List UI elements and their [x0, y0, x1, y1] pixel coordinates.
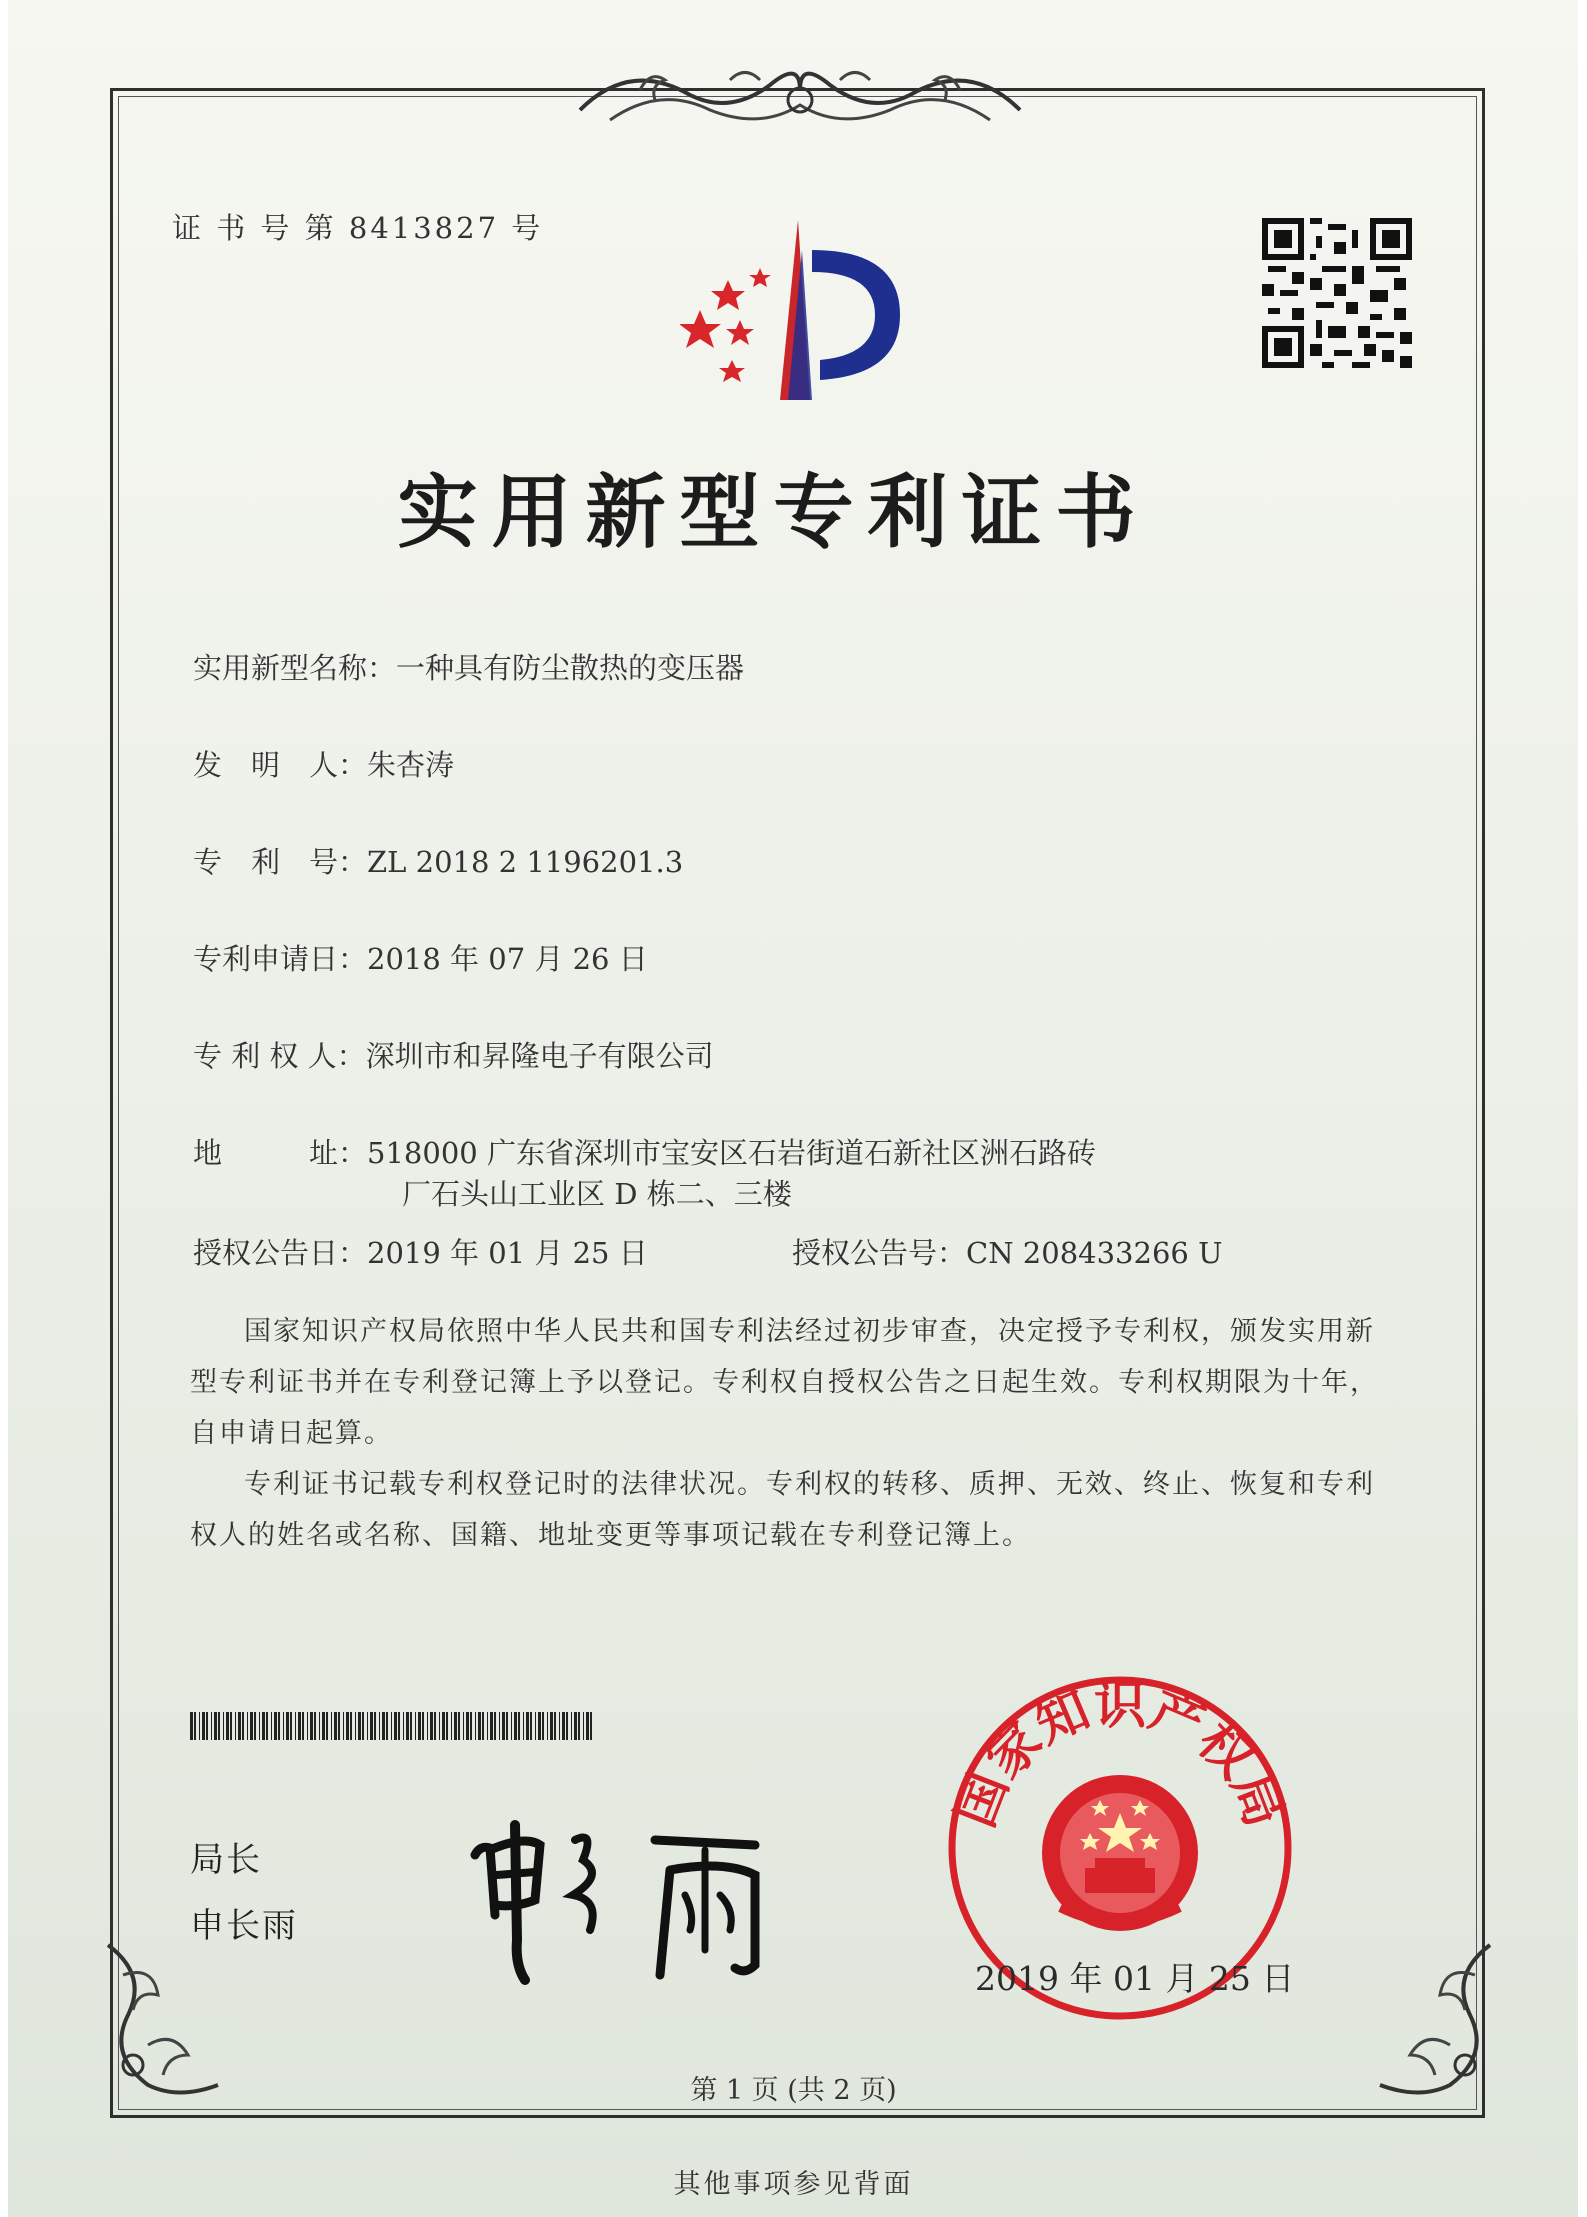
field-value: 深圳市和昇隆电子有限公司	[365, 1039, 714, 1073]
field-label: 发 明 人：	[193, 748, 368, 782]
field-grant-announcement-date	[193, 1231, 648, 1272]
field-application-date	[193, 937, 648, 978]
page-indicator: 第 1 页 (共 2 页)	[690, 2075, 897, 2106]
top-ornament-icon	[570, 50, 1030, 140]
field-value: 518000 广东省深圳市宝安区石岩街道石新社区洲石路砖	[367, 1136, 1096, 1170]
director-signature	[455, 1800, 795, 1990]
field-label: 专利申请日：	[193, 942, 368, 976]
field-value: 一种具有防尘散热的变压器	[396, 651, 745, 685]
barcode-icon	[190, 1712, 595, 1740]
field-patentee	[193, 1034, 714, 1075]
field-utility-model-name	[193, 646, 744, 687]
certificate-title: 实用新型专利证书	[397, 465, 1150, 559]
field-value: 2019 年 01 月 25 日	[367, 1236, 648, 1270]
field-label: 地 址：	[193, 1136, 368, 1170]
certificate-statement	[190, 1306, 1390, 1561]
field-address	[193, 1131, 1096, 1172]
director-title: 局长	[190, 1840, 262, 1880]
field-publication-number	[792, 1231, 1223, 1272]
field-value: 2018 年 07 月 26 日	[367, 942, 648, 976]
field-patent-number	[193, 840, 683, 881]
field-label: 授权公告号：	[792, 1236, 967, 1270]
statement-paragraph: 国家知识产权局依照中华人民共和国专利法经过初步审查，决定授予专利权，颁发实用新型专利证书并在专利登记簿上予以登记。专利权自授权公告之日起生效。专利权期限为十年，自申请日起算。	[190, 1316, 1379, 1449]
seal-date: 2019 年 01 月 25 日	[975, 1959, 1295, 1998]
director-name: 申长雨	[190, 1906, 298, 1946]
field-label: 授权公告日：	[193, 1236, 368, 1270]
qr-code-icon	[1262, 218, 1412, 368]
footer-note: 其他事项参见背面	[673, 2169, 914, 2200]
field-value: CN 208433266 U	[966, 1236, 1223, 1270]
field-value: ZL 2018 2 1196201.3	[367, 845, 684, 879]
field-value: 朱杏涛	[367, 748, 455, 782]
field-address-line2: 厂石头山工业区 D 栋二、三楼	[402, 1177, 792, 1211]
field-label: 实用新型名称：	[193, 651, 397, 685]
seal-text: 国家知识产权局	[945, 1676, 1295, 1836]
field-label: 专 利 权 人：	[193, 1039, 366, 1073]
statement-paragraph: 专利证书记载专利权登记时的法律状况。专利权的转移、质押、无效、终止、恢复和专利权人的姓名或名称、国籍、地址变更等事项记载在专利登记簿上。	[190, 1469, 1375, 1551]
field-label: 专 利 号：	[193, 845, 368, 879]
field-inventor	[193, 743, 454, 784]
certificate-number: 证 书 号 第 8413827 号	[172, 211, 544, 245]
patent-office-logo-icon	[680, 210, 920, 400]
